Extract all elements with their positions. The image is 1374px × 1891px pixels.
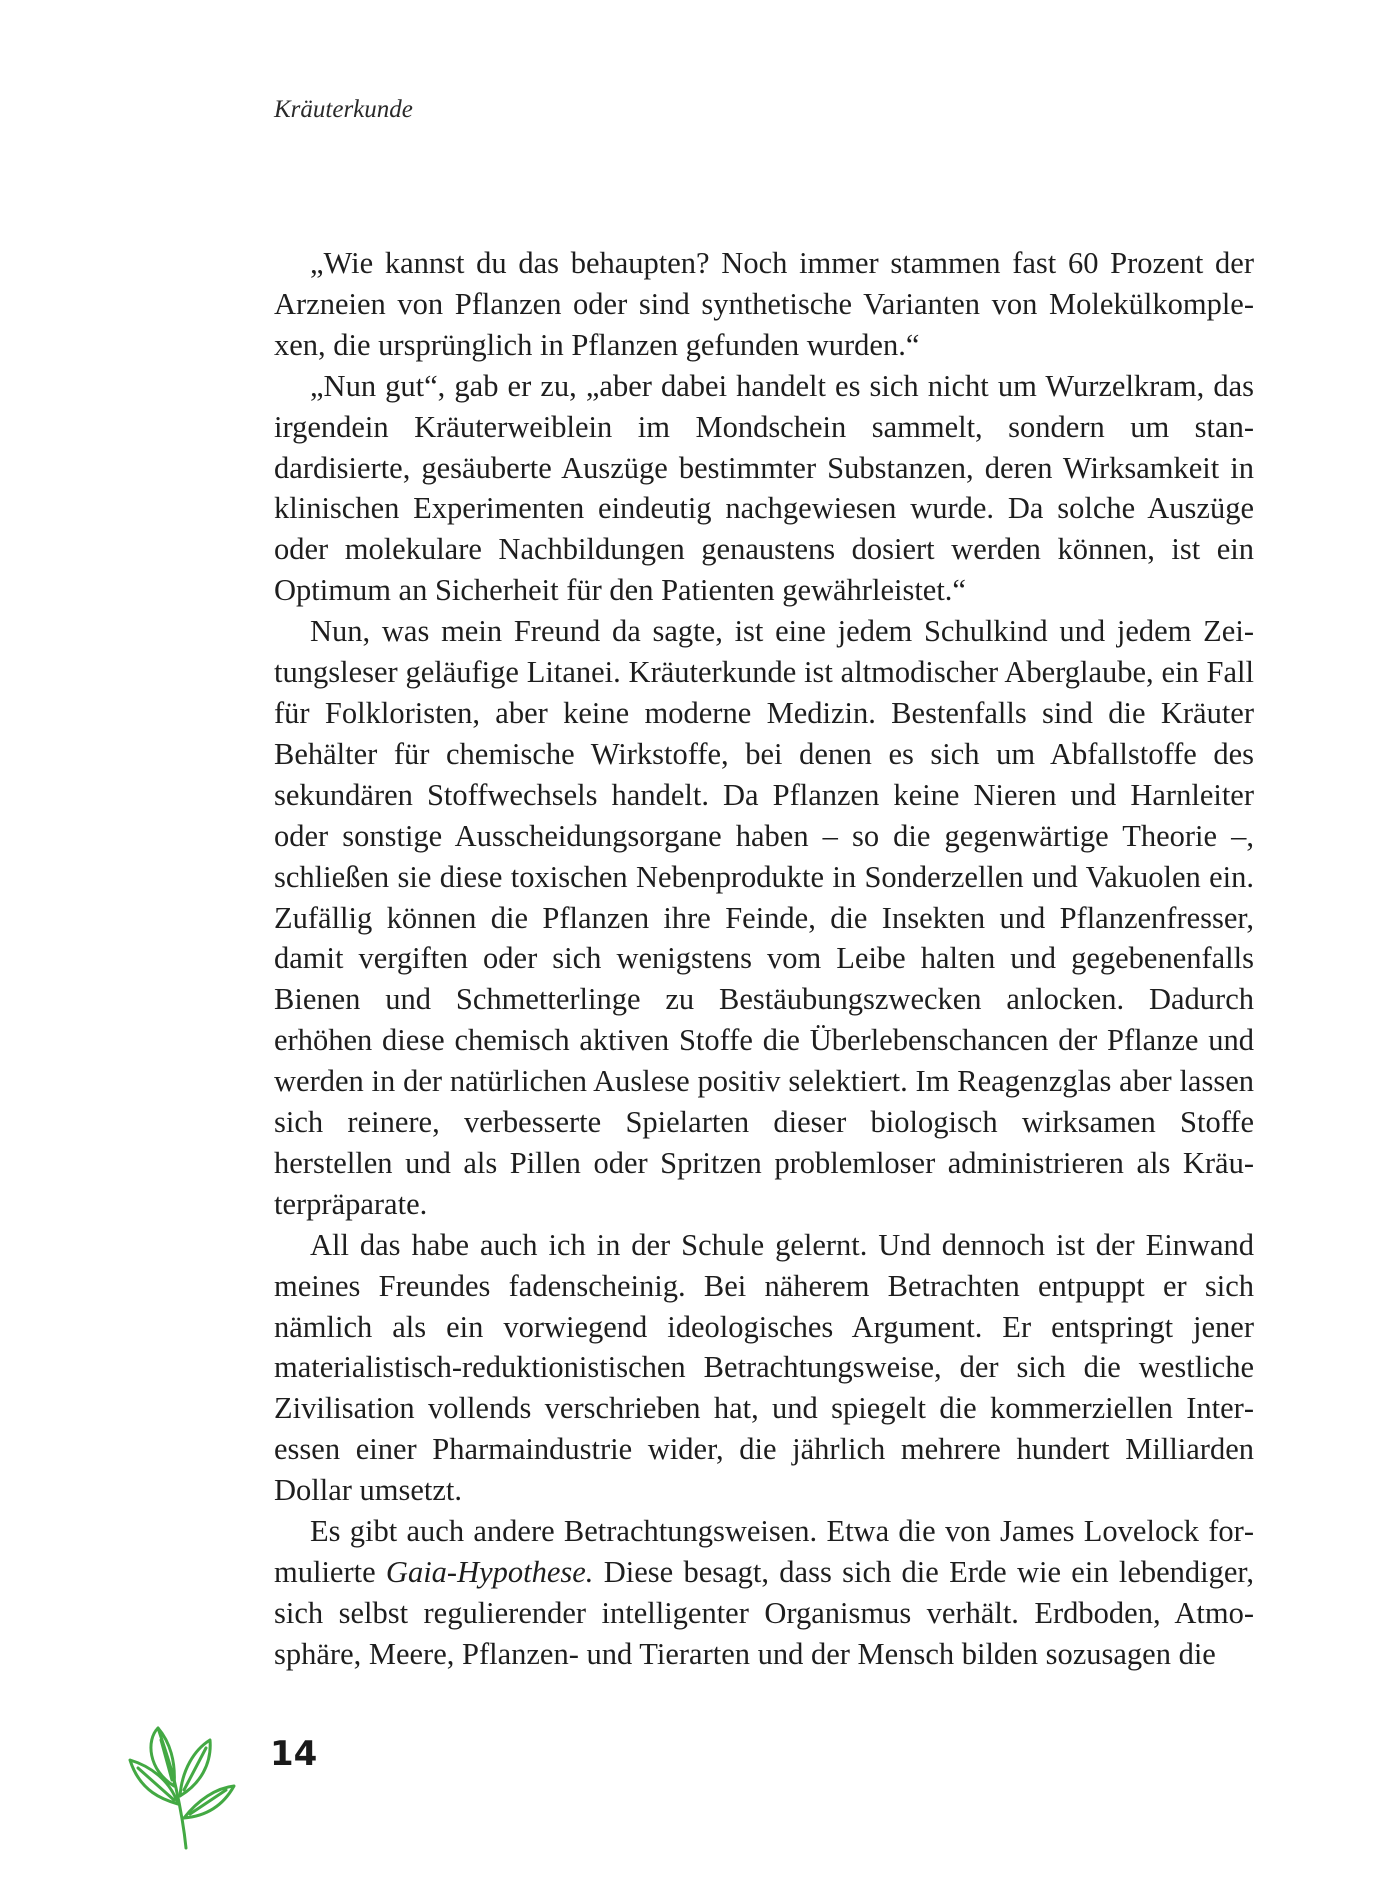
paragraph-1: „Wie kannst du das behaupten? Noch immer stammen fast 60 Prozent der Arzneien von Pflanzen oder sind synthetische Varianten von Molekülkomplexen, die ursprünglich in Pflanzen gefunden wurden.“: [274, 246, 1254, 362]
paragraph-4: All das habe auch ich in der Schule gelernt. Und dennoch ist der Einwand meines Freundes fadenscheinig. Bei näherem Betrachten entpuppt er sich nämlich als ein vorwiegend ideologisches Argument. Er entspringt jener materialistisch-reduktionistischen Betrachtungsweise, der sich die westliche Zivilisation vollends verschrieben hat, und spiegelt die kommerziellen Interessen einer Pharmaindustrie wider, die jährlich mehrere hundert Milliarden Dollar umsetzt.: [274, 1227, 1254, 1508]
gaia-hypothesis-emphasis: Gaia-Hypothese.: [385, 1555, 594, 1589]
paragraph-5-start: Es gibt auch andere Betrachtungsweisen. Etwa die von James Lovelock formulierte: [274, 1514, 1254, 1589]
paragraph-5-end: Diese besagt, dass sich die Erde wie ein lebendiger, sich selbst regulierender intelligenter Organismus verhält. Erdboden, Atmosphäre, Meere, Pflanzen- und Tierarten und der Mensch bilden sozusagen die: [274, 1555, 1254, 1671]
herb-sprig-icon: [128, 1700, 238, 1850]
running-header: Kräuterkunde: [274, 96, 413, 123]
paragraph-3: Nun, was mein Freund da sagte, ist eine jedem Schulkind und jedem Zeitungsleser geläufige Litanei. Kräuterkunde ist altmodischer Aberglaube, ein Fall für Folkloristen, aber keine moderne Medizin. Bestenfalls sind die Kräuter Behälter für chemische Wirkstoffe, bei denen es sich um Abfallstoffe des sekundären Stoffwechsels handelt. Da Pflanzen keine Nieren und Harnleiter oder sonstige Ausscheidungsorgane haben – so die gegenwärtige Theorie –, schließen sie diese toxischen Nebenprodukte in Sonderzellen und Vakuolen ein. Zufällig können die Pflanzen ihre Feinde, die Insekten und Pflanzenfresser, damit vergiften oder sich wenigstens vom Leibe halten und gegebenenfalls Bienen und Schmetterlinge zu Bestäubungszwecken anlocken. Dadurch erhöhen diese chemisch aktiven Stoffe die Überlebenschancen der Pflanze und werden in der natürlichen Auslese positiv selektiert. Im Reagenzglas aber lassen sich reinere, verbesserte Spielarten dieser biologisch wirksamen Stoffe herstellen und als Pillen oder Spritzen problemloser administrieren als Kräuterpräparate.: [274, 614, 1254, 1221]
paragraph-5: [274, 1511, 1254, 1675]
body-text: [274, 243, 1254, 1675]
paragraph-2: „Nun gut“, gab er zu, „aber dabei handelt es sich nicht um Wurzelkram, das irgendein Kräuterweiblein im Mondschein sammelt, sondern um standardisierte, gesäuberte Auszüge bestimmter Substanzen, deren Wirksamkeit in klinischen Experimenten eindeutig nachgewiesen wurde. Da solche Auszüge oder molekulare Nachbildungen genaustens dosiert werden können, ist ein Optimum an Sicherheit für den Patienten gewährleistet.“: [274, 368, 1254, 608]
page-number: 14: [270, 1734, 318, 1774]
